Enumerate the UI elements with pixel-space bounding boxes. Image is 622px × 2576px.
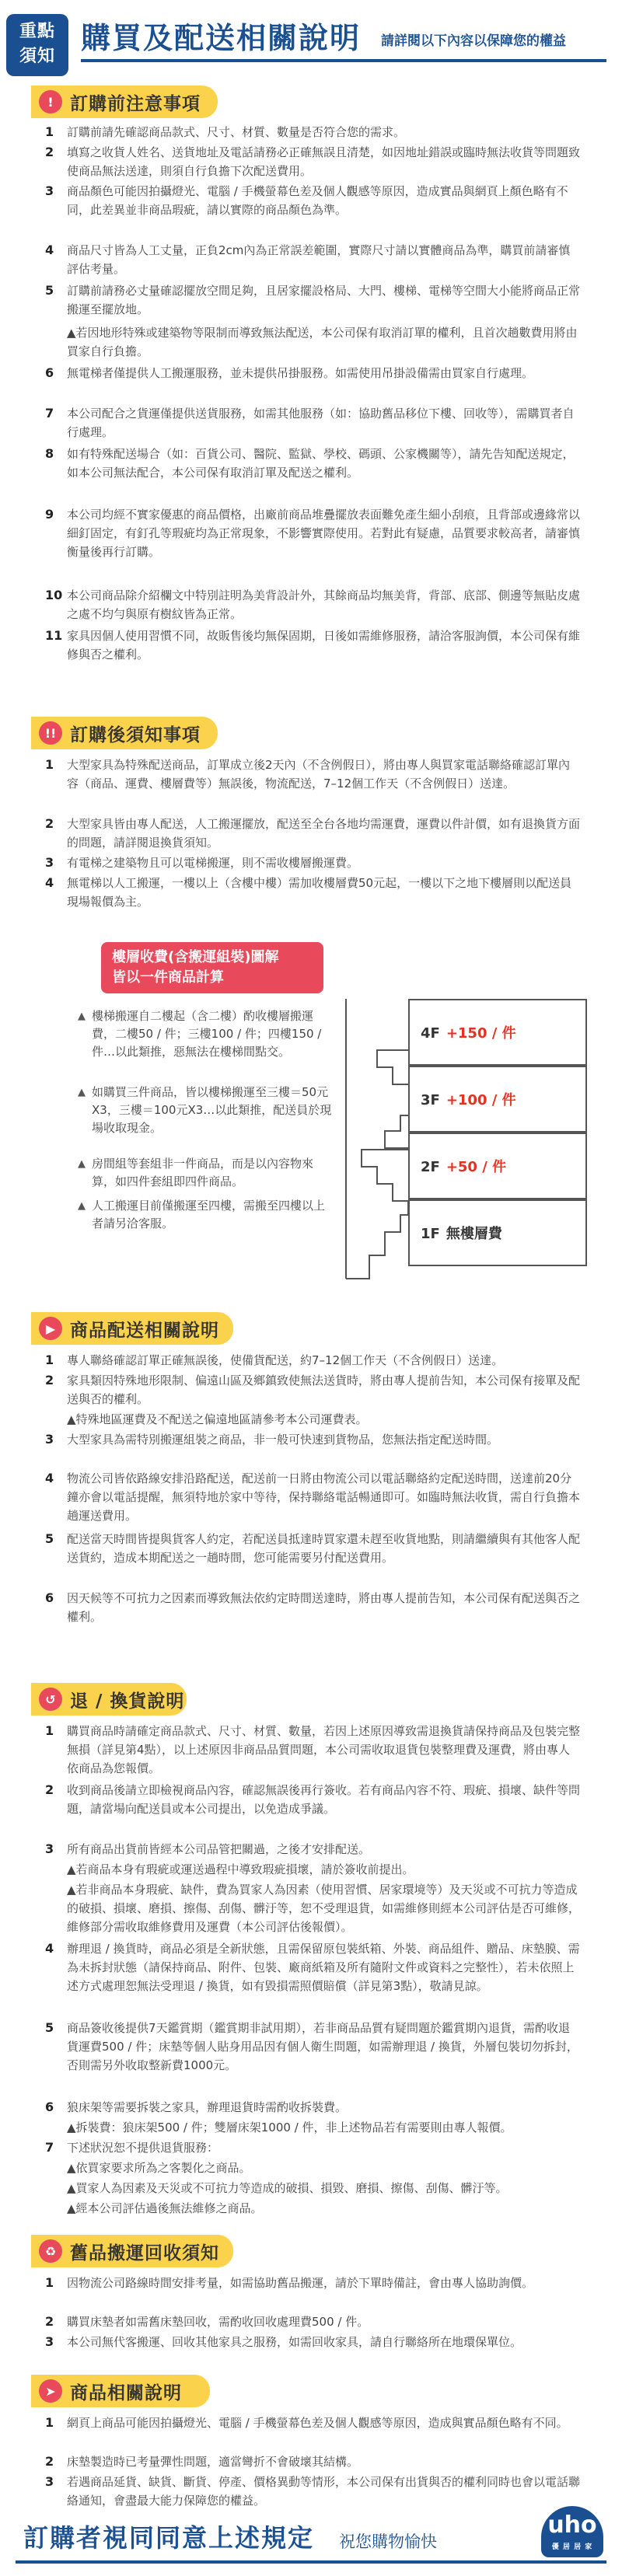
section-product-title: 商品相關說明 xyxy=(70,2382,182,2403)
list-item xyxy=(45,1430,582,1449)
item-number: 2 xyxy=(45,1782,54,1797)
item-text: 訂購前請務必丈量確認擺放空間足夠，且居家擺設格局、大門、樓梯、電梯等空間大小能將商品正常搬運至擺放地。 xyxy=(67,284,581,316)
floor-box xyxy=(408,1066,587,1133)
list-item xyxy=(45,2098,582,2117)
list-item xyxy=(45,1722,582,1778)
page-title: 購買及配送相關說明 xyxy=(81,21,362,55)
floor-fee-rule xyxy=(78,1155,334,1191)
list-item xyxy=(45,2414,582,2432)
list-item xyxy=(45,2333,582,2351)
item-text: 本公司配合之貨運僅提供送貨服務，如需其他服務（如：協助舊品移位下樓、回收等），需購買者自行處理。 xyxy=(67,407,575,439)
item-number: 4 xyxy=(45,1471,54,1485)
list-item xyxy=(45,2452,582,2471)
item-number: 4 xyxy=(45,875,54,890)
section-delivery-heading xyxy=(31,1312,233,1345)
section-after-title: 訂購後須知事項 xyxy=(70,724,201,745)
item-number: 7 xyxy=(45,406,54,421)
item-text: 本公司均經不實家優惠的商品價格，出廠前商品堆疊擺放表面難免產生細小刮痕，且背部或邊緣常以細釘固定，有釘孔等瑕疵均為正常現象，不影響實際使用。若對此有疑慮，品質要求較高者，請審慎衡量後再行訂購。 xyxy=(67,508,581,559)
section-returns-heading xyxy=(31,1683,187,1716)
item-text: 因物流公司路線時間安排考量，如需協助舊品搬運，請於下單時備註，會由專人協助詢價。 xyxy=(67,2276,534,2290)
floor-fee-rule xyxy=(78,1197,334,1233)
item-number: 2 xyxy=(45,2314,54,2329)
list-item xyxy=(45,445,582,482)
item-text: 無電梯者僅提供人工搬運服務，並未提供吊掛服務。如需使用吊掛設備需由買家自行處理。 xyxy=(67,366,534,380)
floor-box xyxy=(408,999,587,1066)
section-product-heading xyxy=(31,2375,210,2407)
footer-divider xyxy=(16,2560,606,2564)
item-text: 所有商品出貨前皆經本公司品管把關過，之後才安排配送。 xyxy=(67,1842,371,1856)
item-text: 因天候等不可抗力之因素而導致無法依約定時間送達時，將由專人提前告知，本公司保有配送與否之權利。 xyxy=(67,1591,581,1624)
item-number: 5 xyxy=(45,1531,54,1546)
list-item xyxy=(45,1939,582,1995)
item-number: 6 xyxy=(45,365,54,380)
list-item xyxy=(45,853,582,872)
list-item xyxy=(45,364,582,382)
list-item xyxy=(45,281,582,319)
floor-fee-note-line-1: 樓層收費(含搬運組裝)圖解 xyxy=(112,949,279,965)
item-text: 狼床架等需要拆裝之家具，辦理退貨時需酌收拆裝費。 xyxy=(67,2100,348,2114)
item-text: 本公司無代客搬運、回收其他家具之服務，如需回收家具，請自行聯絡所在地環保單位。 xyxy=(67,2335,522,2349)
list-item xyxy=(45,1781,582,1818)
list-item xyxy=(45,1351,582,1370)
item-text: 商品顏色可能因拍攝燈光、電腦 / 手機螢幕色差及個人觀感等原因，造成實品與網頁上顏色略有不同，此差異並非商品瑕疵，請以實際的商品顏色為準。 xyxy=(67,184,568,217)
list-item xyxy=(45,756,582,793)
list-item xyxy=(45,404,582,442)
list-item xyxy=(45,2274,582,2292)
floor-price: +50 / 件 xyxy=(446,1159,507,1175)
item-number: 3 xyxy=(45,2334,54,2349)
item-number: 1 xyxy=(45,1723,54,1738)
floor-number: 1F xyxy=(421,1226,440,1242)
floor-number: 2F xyxy=(421,1159,440,1175)
item-text: 購買床墊者如需舊床墊回收，需酌收回收處理費500 / 件。 xyxy=(67,2315,369,2329)
floor-price: +150 / 件 xyxy=(446,1025,516,1042)
item-number: 2 xyxy=(45,816,54,831)
floor-label xyxy=(421,1022,516,1042)
item-number: 6 xyxy=(45,2100,54,2114)
header-divider xyxy=(81,59,606,62)
list-item xyxy=(45,123,582,141)
item-text: 辦理退 / 換貨時，商品必須是全新狀態，且需保留原包裝紙箱、外裝、商品組件、贈品、床墊膜、需為未拆封狀態（請保持商品、附件、包裝、廠商紙箱及所有隨附文件或資料之完整性），若未依照上述方式處理恕無法受理退 / 換貨，如有毀損需照價賠償（詳見第3點），敬請見諒。 xyxy=(67,1942,580,1993)
item-text: 填寫之收貨人姓名、送貨地址及電話請務必正確無誤且清楚，如因地址錯誤或臨時無法收貨等問題致使商品無法送達，則須自行負擔下次配送費用。 xyxy=(67,145,581,178)
floor-fee-note-line-2: 皆以一件商品計算 xyxy=(112,969,224,986)
item-text: 商品簽收後提供7天鑑賞期（鑑賞期非試用期），若非商品品質有疑問題於鑑賞期內退貨，需酌收退貨運費500 / 件；床墊等個人貼身用品因有個人衛生問題，如需辦理退 / 換貨，外層包裝切勿拆封，否則需另外收取整新費1000元。 xyxy=(67,2021,578,2072)
floor-price: +100 / 件 xyxy=(446,1092,516,1108)
item-text: 收到商品後請立即檢視商品內容，確認無誤後再行簽收。若有商品內容不符、瑕疵、損壞、缺件等問題，請當場向配送員或本公司提出，以免造成爭議。 xyxy=(67,1783,581,1816)
item-text: 家具因個人使用習慣不同，故販售後均無保固期，日後如需維修服務，請洽客服詢價，本公司保有維修與否之權利。 xyxy=(67,629,581,661)
stair-diagram xyxy=(330,968,595,1294)
key-notice-badge xyxy=(6,14,68,76)
badge-line-1: 重點 xyxy=(19,22,55,41)
triangle-bullet-icon: ▲ xyxy=(78,1200,86,1212)
triangle-bullet-icon: ▲ xyxy=(78,1158,86,1170)
megaphone-icon: ➤ xyxy=(39,2379,62,2403)
floor-box xyxy=(408,1133,587,1199)
item-text: 配送當天時間皆提與貨客人約定，若配送員抵達時買家還未趕至收貨地點，則請繼續與有其他客人配送貨約，造成本期配送之一趟時間，您可能需要另付配送費用。 xyxy=(67,1532,581,1565)
item-number: 7 xyxy=(45,2140,54,2155)
warning-icon: ! xyxy=(39,90,62,113)
item-text: 無電梯以人工搬運，一樓以上（含樓中樓）需加收樓層費50元起，一樓以下之地下樓層則以配送員現場報價為主。 xyxy=(67,876,572,909)
footer-subtitle: 祝您購物愉快 xyxy=(339,2532,437,2551)
list-item xyxy=(45,182,582,219)
list-item xyxy=(45,2312,582,2331)
floor-label xyxy=(421,1156,506,1176)
list-subitem: ▲拆裝費：狼床架500 / 件；雙層床架1000 / 件，非上述物品若有需要則由專人報價。 xyxy=(67,2120,512,2134)
item-text: 商品尺寸皆為人工丈量，正負2cm內為正常誤差範圍，實際尺寸請以實體商品為準，購買前請審慎評估考量。 xyxy=(67,243,571,276)
item-number: 8 xyxy=(45,446,54,461)
item-number: 10 xyxy=(45,588,63,602)
section-delivery-title: 商品配送相關說明 xyxy=(70,1320,219,1341)
item-text: 訂購前請先確認商品款式、尺寸、材質、數量是否符合您的需求。 xyxy=(67,125,406,139)
item-text: 購買商品時請確定商品款式、尺寸、材質、數量，若因上述原因導致需退換貨請保持商品及包裝完整無損（詳見第4點），以上述原因非商品品質問題，本公司需收取退貨包裝整理費及運費，將由專人依商品為您報價。 xyxy=(67,1724,581,1775)
list-item xyxy=(45,505,582,561)
item-text: 家具類因特殊地形限制、偏遠山區及鄉鎮致使無法送貨時，將由專人提前告知，本公司保有接單及配送與否的權利。 xyxy=(67,1374,581,1406)
exclamation-icon: !! xyxy=(39,721,62,745)
floor-number: 3F xyxy=(421,1092,440,1108)
truck-icon: ▶ xyxy=(39,1317,62,1340)
item-number: 1 xyxy=(45,124,54,139)
list-item xyxy=(45,874,582,911)
list-item xyxy=(45,815,582,852)
list-subitem: ▲特殊地區運費及不配送之偏遠地區請參考本公司運費表。 xyxy=(67,1412,368,1426)
footer-title: 訂購者視同同意上述規定 xyxy=(23,2523,315,2553)
item-text: 本公司商品除介紹欄文中特別註明為美背設計外，其餘商品均無美背，背部、底部、側邊等無貼皮處之處不均勻與原有樹紋皆為正常。 xyxy=(67,588,581,621)
item-number: 3 xyxy=(45,1841,54,1856)
item-number: 2 xyxy=(45,1373,54,1387)
list-item xyxy=(45,586,582,623)
floor-fee-note xyxy=(101,942,323,993)
item-number: 9 xyxy=(45,507,54,522)
item-number: 3 xyxy=(45,183,54,198)
section-recycle-heading xyxy=(31,2235,233,2267)
floor-fee-rule xyxy=(78,1084,334,1137)
item-text: 如有特殊配送場合（如：百貨公司、醫院、監獄、學校、碼頭、公家機關等），請先告知配送規定，如本公司無法配合，本公司保有取消訂單及配送之權利。 xyxy=(67,447,575,480)
floor-fee-rule-text: 如購買三件商品，皆以樓梯搬運至三樓＝50元X3，三樓＝100元X3…以此類推，配送員於現場收取現金。 xyxy=(92,1085,332,1135)
floor-fee-rule-text: 人工搬運目前僅搬運至四樓，需搬至四樓以上者請另洽客服。 xyxy=(92,1199,326,1230)
list-subitem: ▲買家人為因素及天災或不可抗力等造成的破損、損毀、磨損、擦傷、刮傷、髒汙等。 xyxy=(67,2181,508,2195)
brand-logo-text: uho xyxy=(547,2511,597,2539)
item-number: 1 xyxy=(45,2275,54,2290)
triangle-bullet-icon: ▲ xyxy=(78,1011,86,1022)
header xyxy=(0,0,622,78)
item-text: 床墊製造時已考量彈性問題，適當彎折不會破壞其結構。 xyxy=(67,2455,359,2469)
item-text: 網頁上商品可能因拍攝燈光、電腦 / 手機螢幕色差及個人觀感等原因，造成與實品顏色略有不同。 xyxy=(67,2416,568,2430)
floor-number: 4F xyxy=(421,1025,440,1042)
item-number: 4 xyxy=(45,243,54,257)
section-after-heading xyxy=(31,717,218,749)
list-subitem: ▲若非商品本身瑕疵、缺件，費為買家人為因素（使用習慣、居家環境等）及天災或不可抗力等造成的破損、損壞、磨損、擦傷、刮傷、髒汙等，恕不受理退貨，如需維修則經本公司評估是否可維修，維修部分需收取維修費用及運費（本公司評估後報價）。 xyxy=(67,1883,581,1934)
triangle-bullet-icon: ▲ xyxy=(78,1087,86,1098)
list-subitem: ▲若因地形特殊或建築物等限制而導致無法配送，本公司保有取消訂單的權利，且首次趟數費用將由買家自行負擔。 xyxy=(67,326,578,358)
item-number: 3 xyxy=(45,2474,54,2489)
floor-fee-rule-text: 樓梯搬運自二樓起（含二樓）酌收樓層搬運費，二樓50 / 件；三樓100 / 件；四樓150 / 件…以此類推，惡無法在樓梯間點交。 xyxy=(92,1009,322,1059)
item-number: 6 xyxy=(45,1590,54,1605)
item-number: 3 xyxy=(45,855,54,870)
item-text: 大型家具為特殊配送商品，訂單成立後2天內（不含例假日），將由專人與買家電話聯絡確認訂單內容（商品、運費、樓層費等）無誤後，物流配送，7–12個工作天（不含例假日）送達。 xyxy=(67,758,571,791)
footer xyxy=(0,2495,622,2576)
item-number: 1 xyxy=(45,2415,54,2430)
item-text: 物流公司皆依路線安排沿路配送，配送前一日將由物流公司以電話聯絡約定配送時間，送達前20分鐘亦會以電話提醒，無須特地於家中等待，保持聯絡電話暢通即可。如臨時無法收貨，需自行負擔本趟運送費用。 xyxy=(67,1471,581,1523)
list-item xyxy=(45,2138,582,2157)
list-subitem: ▲依買家要求所為之客製化之商品。 xyxy=(67,2161,251,2175)
item-text: 若遇商品延貨、缺貨、斷貨、停產、價格異動等情形，本公司保有出貨與否的權利同時也會以電話聯絡通知，會盡最大能力保障您的權益。 xyxy=(67,2475,581,2508)
floor-fee-rule xyxy=(78,1007,334,1061)
item-text: 大型家具為需特別搬運組裝之商品，非一般可快速到貨物品，您無法指定配送時間。 xyxy=(67,1433,499,1447)
section-returns-title: 退 / 換貨說明 xyxy=(70,1691,185,1712)
list-item xyxy=(45,1840,582,1859)
brand-logo xyxy=(541,2506,603,2557)
item-number: 3 xyxy=(45,1432,54,1447)
floor-fee-rule-text: 房間組等套組非一件商品，而是以內容物來算，如四件套組即四件商品。 xyxy=(92,1157,314,1189)
item-text: 專人聯絡確認訂單正確無誤後，使備貨配送，約7–12個工作天（不含例假日）送達。 xyxy=(67,1353,504,1367)
list-item xyxy=(45,1530,582,1567)
section-before-title: 訂購前注意事項 xyxy=(70,93,201,114)
item-number: 2 xyxy=(45,2454,54,2469)
item-number: 2 xyxy=(45,145,54,159)
recycle-icon: ♻ xyxy=(39,2239,62,2263)
list-item xyxy=(45,1469,582,1525)
list-item xyxy=(45,1589,582,1626)
page-subtitle: 請詳閱以下內容以保障您的權益 xyxy=(381,33,566,49)
floor-label xyxy=(421,1089,516,1109)
item-number: 1 xyxy=(45,1353,54,1367)
list-subitem: ▲若商品本身有瑕疵或運送過程中導致瑕疵損壞，請於簽收前提出。 xyxy=(67,1862,414,1876)
item-number: 1 xyxy=(45,757,54,772)
floor-box xyxy=(408,1199,587,1266)
return-icon: ↺ xyxy=(39,1688,62,1711)
badge-line-2: 須知 xyxy=(19,47,55,66)
item-number: 5 xyxy=(45,2020,54,2035)
item-text: 大型家具皆由專人配送，人工搬運擺放，配送至全台各地均需運費，運費以件計價，如有退換貨方面的問題，請詳閱退換貨須知。 xyxy=(67,817,581,850)
item-text: 有電梯之建築物且可以電梯搬運，則不需收樓層搬運費。 xyxy=(67,856,359,870)
item-text: 下述狀況恕不提供退貨服務： xyxy=(67,2141,219,2155)
floor-label xyxy=(421,1223,502,1243)
item-number: 11 xyxy=(45,628,63,643)
list-item xyxy=(45,627,582,664)
floor-price: 無樓層費 xyxy=(446,1226,502,1242)
list-item xyxy=(45,241,582,278)
section-recycle-title: 舊品搬運回收須知 xyxy=(70,2243,219,2264)
brand-logo-subtext: 優 居 居 家 xyxy=(551,2543,593,2551)
list-subitem: ▲經本公司評估過後無法維修之商品。 xyxy=(67,2201,263,2215)
list-item xyxy=(45,143,582,180)
item-number: 5 xyxy=(45,283,54,298)
item-number: 4 xyxy=(45,1941,54,1956)
section-before-heading xyxy=(31,86,218,118)
list-item xyxy=(45,2019,582,2075)
list-item xyxy=(45,1371,582,1408)
